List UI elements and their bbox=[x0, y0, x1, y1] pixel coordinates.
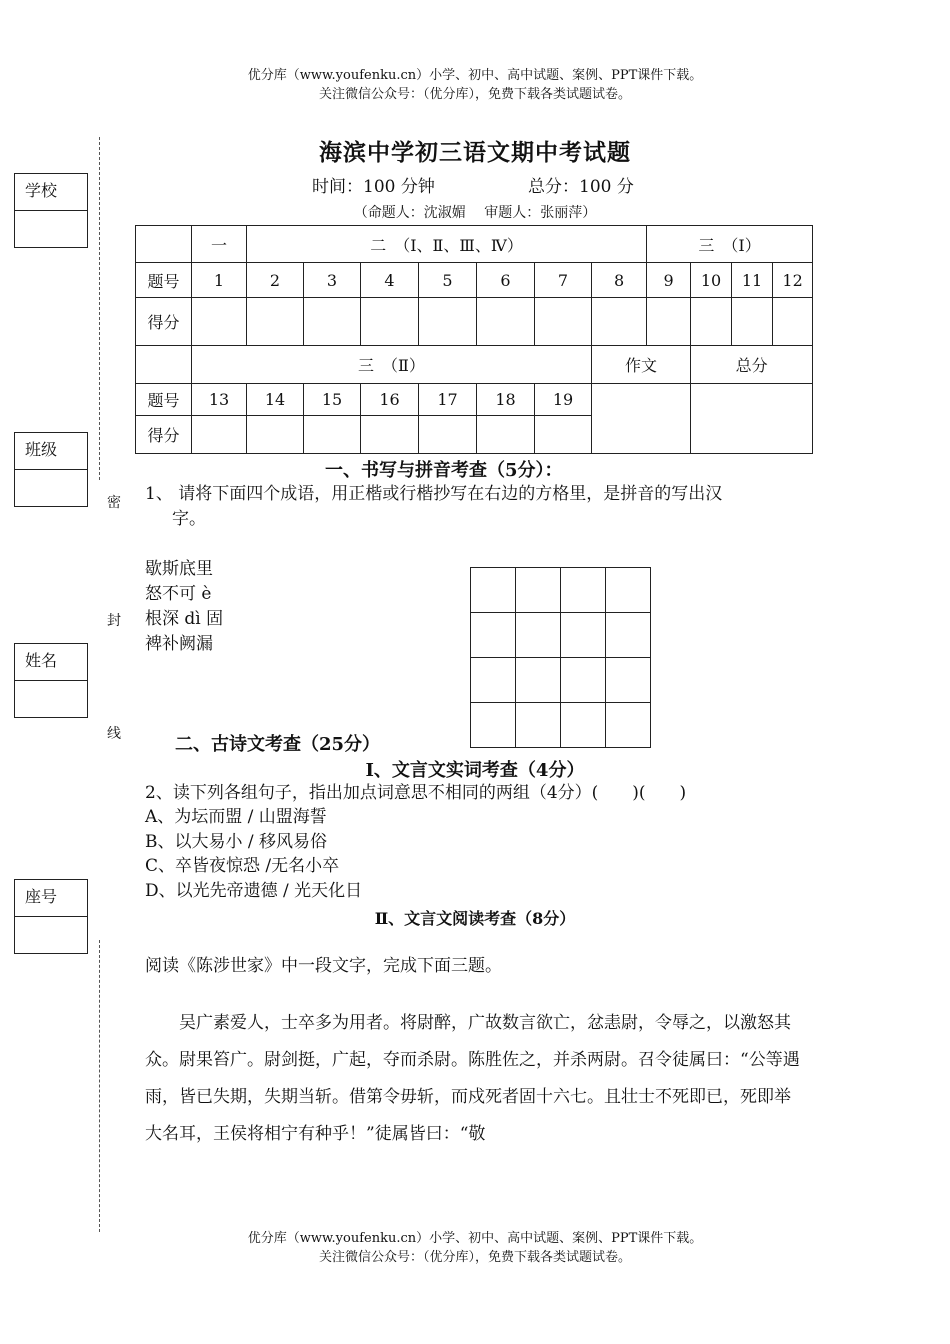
grid-cell[interactable] bbox=[516, 613, 561, 658]
seal-char-xian: 线 bbox=[107, 726, 121, 742]
score-cell[interactable] bbox=[419, 298, 477, 346]
grid-cell[interactable] bbox=[561, 658, 606, 703]
question-number: 1 bbox=[192, 263, 247, 298]
question-number: 8 bbox=[592, 263, 647, 298]
exam-time: 时间：100 分钟 bbox=[312, 177, 435, 197]
idiom-1: 歇斯底里 bbox=[145, 559, 213, 579]
q2-option-b: B、以大易小 / 移风易俗 bbox=[145, 832, 328, 852]
seal-char-mi: 密 bbox=[107, 495, 121, 511]
exam-total: 总分：100 分 bbox=[528, 177, 634, 197]
question-number: 16 bbox=[361, 384, 419, 416]
grid-cell[interactable] bbox=[516, 658, 561, 703]
reading-passage: 吴广素爱人，士卒多为用者。将尉醉，广故数言欲亡，忿恚尉，令辱之，以激怒其众。尉果笞广。尉剑挺，广起，夺而杀尉。陈胜佐之，并杀两尉。召令徒属曰：“公等遇雨，皆已失期，失期当斩。借第令毋斩，而戍死者固十六七。且壮士不死即已，死即举大名耳，王侯将相宁有种乎！”徒属皆曰：“敬 bbox=[145, 1013, 800, 1144]
grid-cell[interactable] bbox=[561, 703, 606, 748]
question-number: 15 bbox=[304, 384, 361, 416]
section1-title: 一、书写与拼音考查（5分）： bbox=[325, 460, 563, 481]
score-head-part1: 一 bbox=[192, 226, 247, 263]
score-head-part2: 二 （Ⅰ、Ⅱ、Ⅲ、Ⅳ） bbox=[247, 226, 647, 263]
row-label-score: 得分 bbox=[136, 416, 192, 454]
essay-score-cell[interactable] bbox=[592, 384, 691, 454]
grid-cell[interactable] bbox=[606, 703, 651, 748]
section2-title: 二、古诗文考查（25分） bbox=[175, 734, 381, 755]
score-cell[interactable] bbox=[247, 298, 304, 346]
total-score-cell[interactable] bbox=[691, 384, 813, 454]
score-cell[interactable] bbox=[304, 298, 361, 346]
question-number: 14 bbox=[247, 384, 304, 416]
binding-line-top bbox=[99, 137, 100, 480]
idiom-4: 裨补阙漏 bbox=[145, 634, 213, 654]
grid-cell[interactable] bbox=[561, 568, 606, 613]
score-cell[interactable] bbox=[732, 298, 773, 346]
grid-cell[interactable] bbox=[471, 568, 516, 613]
question-number: 4 bbox=[361, 263, 419, 298]
question-number: 6 bbox=[477, 263, 535, 298]
question-number: 10 bbox=[691, 263, 732, 298]
writing-grid bbox=[470, 567, 651, 748]
section2-sub2: Ⅱ、文言文阅读考查（8分） bbox=[374, 909, 576, 928]
score-head-part3-1: 三 （Ⅰ） bbox=[647, 226, 813, 263]
score-table-corner-2 bbox=[136, 346, 192, 384]
grid-cell[interactable] bbox=[606, 568, 651, 613]
score-cell[interactable] bbox=[419, 416, 477, 454]
grid-cell[interactable] bbox=[471, 613, 516, 658]
footer-line-2: 关注微信公众号：（优分库），免费下载各类试题试卷。 bbox=[318, 1250, 631, 1265]
score-cell[interactable] bbox=[304, 416, 361, 454]
grid-cell[interactable] bbox=[471, 658, 516, 703]
score-cell[interactable] bbox=[247, 416, 304, 454]
question-number: 7 bbox=[535, 263, 592, 298]
grid-cell[interactable] bbox=[516, 568, 561, 613]
section2-sub1: Ⅰ、文言文实词考查（4分） bbox=[365, 760, 585, 781]
score-head-total: 总分 bbox=[691, 346, 813, 384]
q2-prompt: 2、读下列各组句子，指出加点词意思不相同的两组（4分）( )( ) bbox=[145, 783, 687, 803]
q1-line1: 1、 请将下面四个成语，用正楷或行楷抄写在右边的方格里，是拼音的写出汉 bbox=[145, 484, 723, 504]
header-line-1: 优分库（www.youfenku.cn）小学、初中、高中试题、案例、PPT课件下载。 bbox=[247, 68, 703, 83]
q1-line2: 字。 bbox=[172, 509, 206, 529]
score-table bbox=[135, 225, 813, 454]
score-head-part3-2: 三 （Ⅱ） bbox=[192, 346, 592, 384]
score-cell[interactable] bbox=[361, 298, 419, 346]
q2-option-d: D、以光先帝遗德 / 光天化日 bbox=[145, 881, 363, 901]
binding-line-bottom bbox=[99, 940, 100, 1232]
score-cell[interactable] bbox=[647, 298, 691, 346]
seat-label: 座号 bbox=[15, 880, 87, 917]
grid-cell[interactable] bbox=[606, 658, 651, 703]
school-label: 学校 bbox=[15, 174, 87, 211]
score-cell[interactable] bbox=[535, 298, 592, 346]
grid-cell[interactable] bbox=[516, 703, 561, 748]
score-cell[interactable] bbox=[535, 416, 592, 454]
footer-line-1: 优分库（www.youfenku.cn）小学、初中、高中试题、案例、PPT课件下载。 bbox=[247, 1231, 703, 1246]
q2-option-c: C、卒皆夜惊恐 /无名小卒 bbox=[145, 856, 340, 876]
question-number: 2 bbox=[247, 263, 304, 298]
score-cell[interactable] bbox=[361, 416, 419, 454]
q2-option-a: A、为坛而盟 / 山盟海誓 bbox=[145, 807, 327, 827]
question-number: 3 bbox=[304, 263, 361, 298]
question-number: 9 bbox=[647, 263, 691, 298]
question-number: 11 bbox=[732, 263, 773, 298]
name-label: 姓名 bbox=[15, 644, 87, 681]
score-cell[interactable] bbox=[592, 298, 647, 346]
question-number: 18 bbox=[477, 384, 535, 416]
header-line-2: 关注微信公众号：（优分库），免费下载各类试题试卷。 bbox=[318, 87, 631, 102]
grid-cell[interactable] bbox=[561, 613, 606, 658]
class-box bbox=[14, 432, 88, 507]
grid-cell[interactable] bbox=[606, 613, 651, 658]
row-label-number: 题号 bbox=[136, 384, 192, 416]
class-label: 班级 bbox=[15, 433, 87, 470]
score-cell[interactable] bbox=[192, 416, 247, 454]
score-cell[interactable] bbox=[477, 416, 535, 454]
idiom-2: 怒不可 è bbox=[145, 584, 212, 604]
score-head-essay: 作文 bbox=[592, 346, 691, 384]
score-cell[interactable] bbox=[691, 298, 732, 346]
class-field[interactable] bbox=[15, 470, 87, 506]
row-label-number: 题号 bbox=[136, 263, 192, 298]
score-cell[interactable] bbox=[773, 298, 813, 346]
exam-title: 海滨中学初三语文期中考试题 bbox=[319, 139, 631, 166]
grid-cell[interactable] bbox=[471, 703, 516, 748]
score-table-corner bbox=[136, 226, 192, 263]
question-number: 13 bbox=[192, 384, 247, 416]
idiom-3: 根深 dì 固 bbox=[145, 609, 224, 629]
exam-authors: （命题人：沈淑媚 审题人：张丽萍） bbox=[353, 205, 597, 221]
name-field[interactable] bbox=[15, 681, 87, 717]
row-label-score: 得分 bbox=[136, 298, 192, 346]
score-cell[interactable] bbox=[477, 298, 535, 346]
question-number: 19 bbox=[535, 384, 592, 416]
score-cell[interactable] bbox=[192, 298, 247, 346]
question-number: 12 bbox=[773, 263, 813, 298]
question-number: 5 bbox=[419, 263, 477, 298]
seal-char-feng: 封 bbox=[107, 613, 121, 629]
name-box bbox=[14, 643, 88, 718]
question-number: 17 bbox=[419, 384, 477, 416]
reading-intro: 阅读《陈涉世家》中一段文字，完成下面三题。 bbox=[145, 956, 502, 976]
